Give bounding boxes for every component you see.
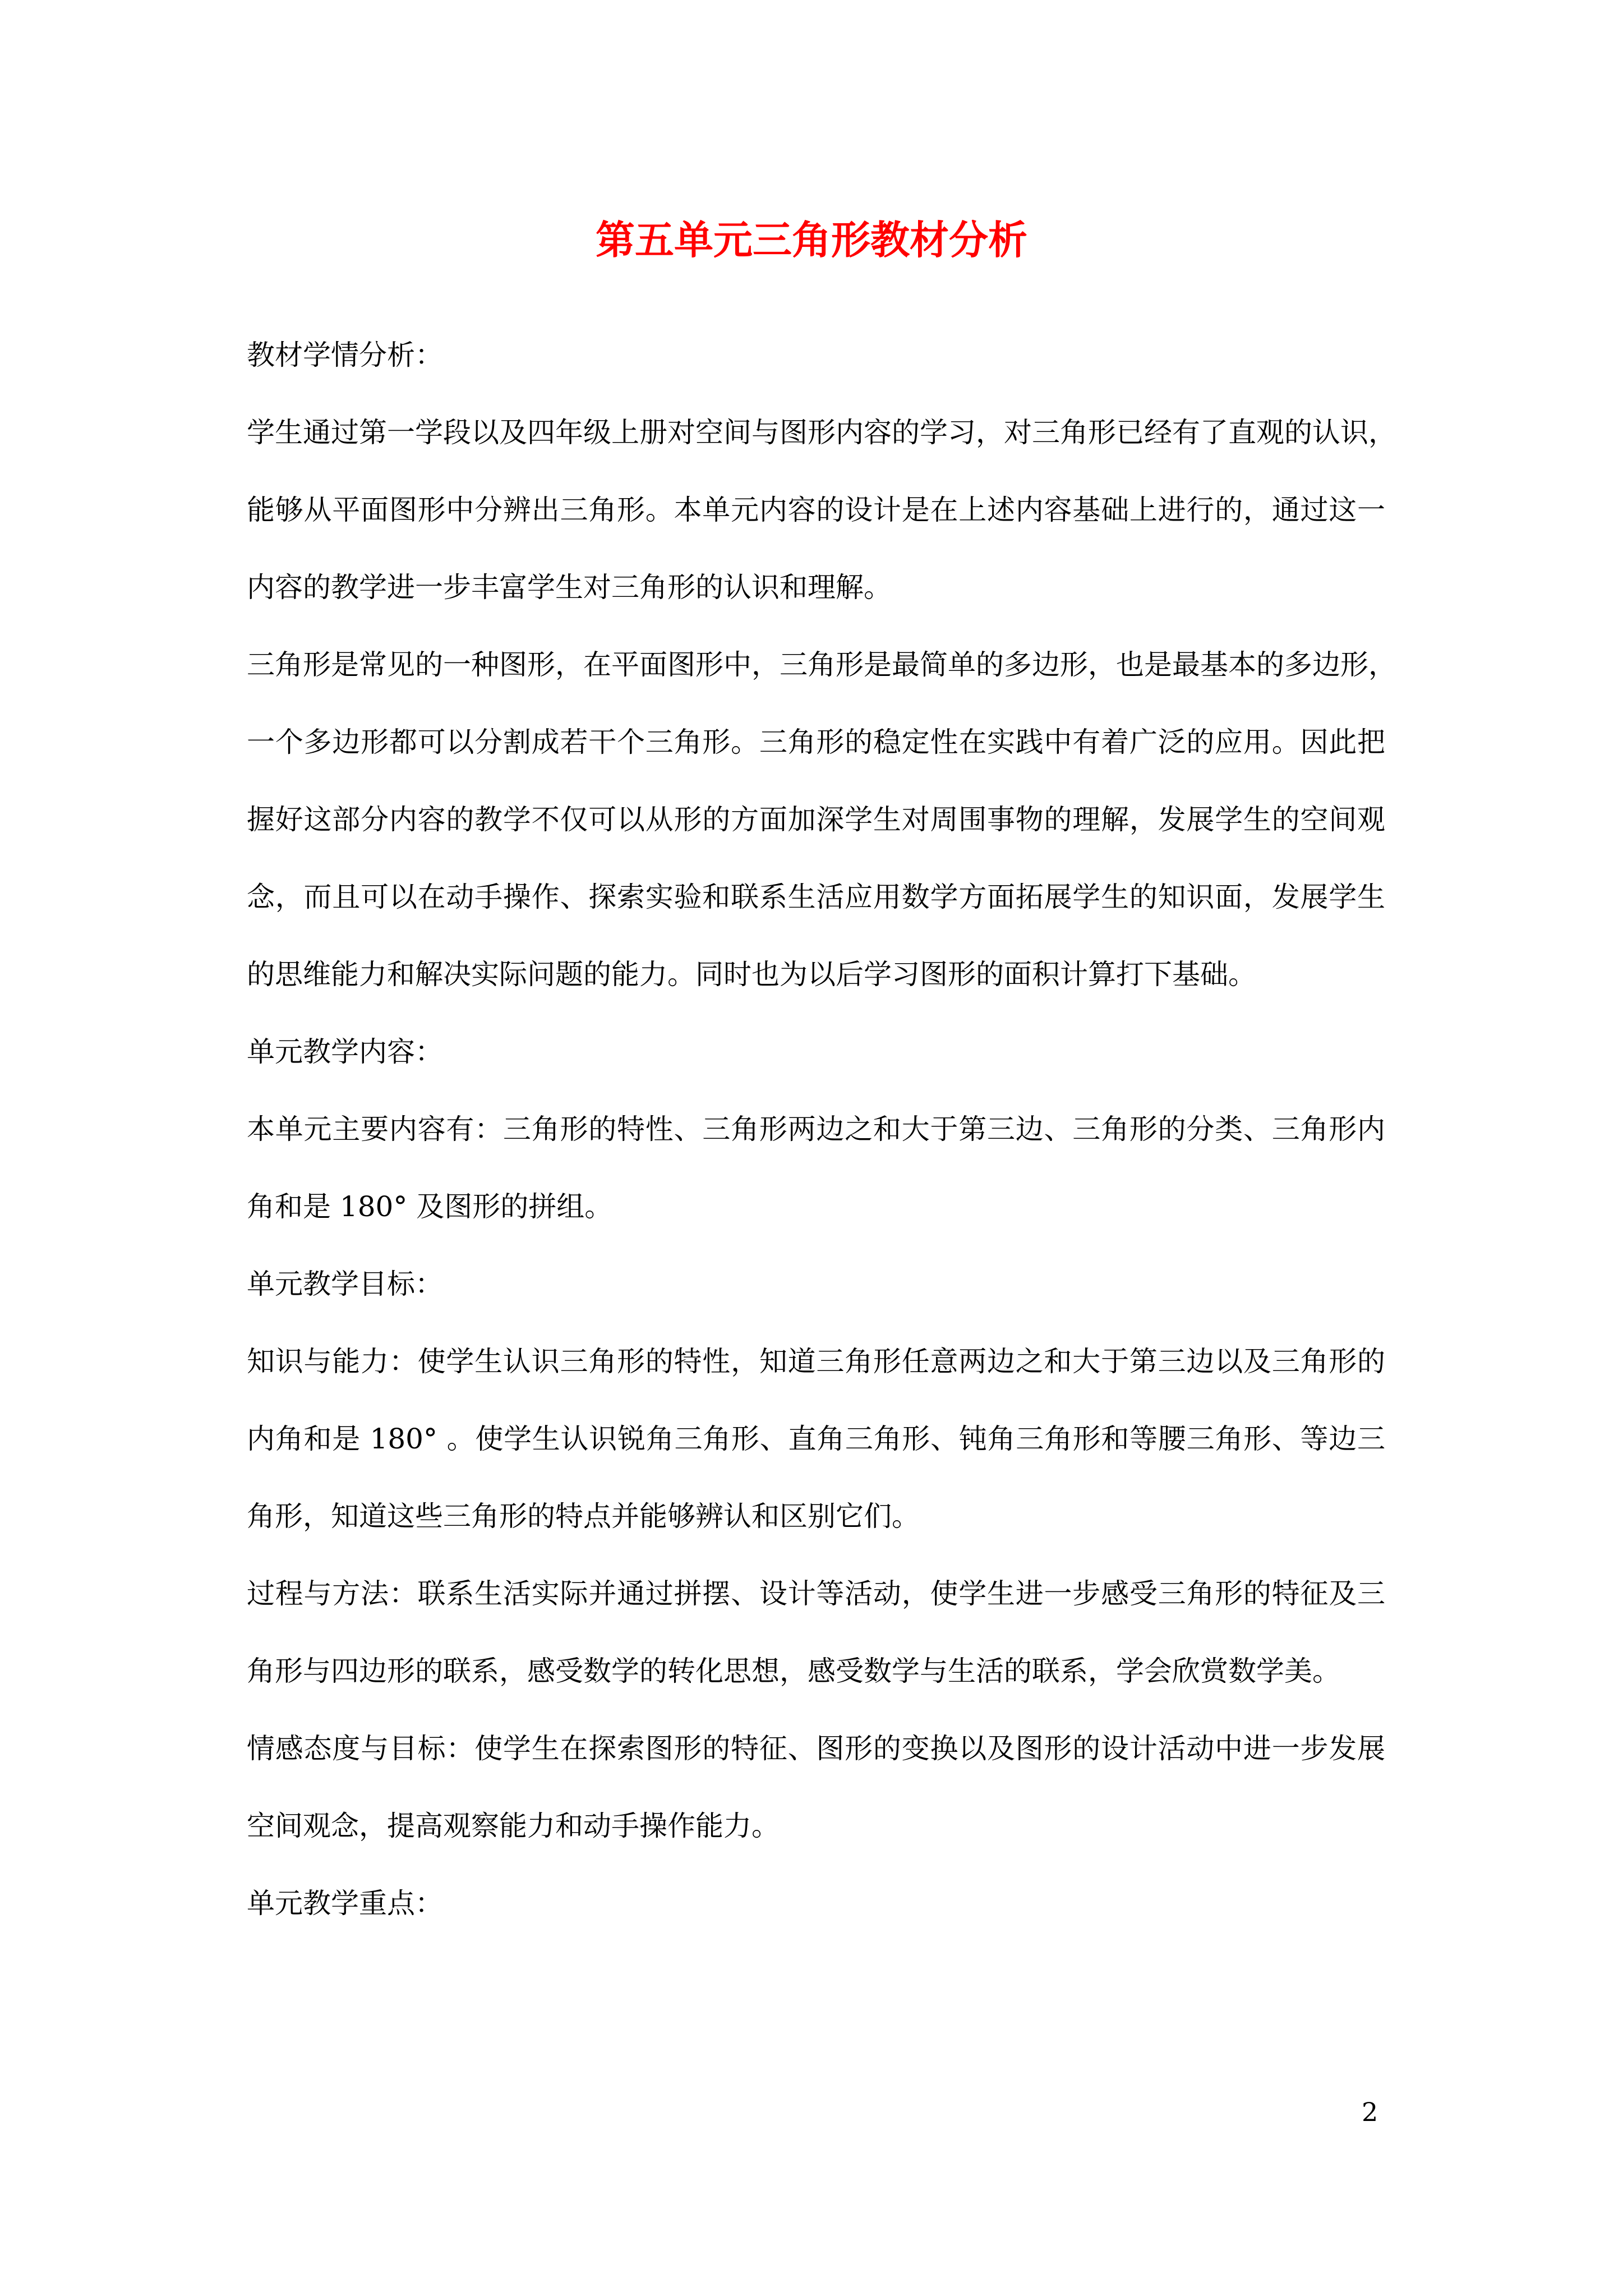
heading-unit-content: 单元教学内容： <box>247 1036 443 1068</box>
text-line: 角和是 180° 及图形的拼组。 <box>247 1190 613 1223</box>
heading-unit-key-points: 单元教学重点： <box>247 1887 443 1920</box>
page-title: 第五单元三角形教材分析 <box>596 217 1027 263</box>
heading-learning-analysis: 教材学情分析： <box>247 339 443 371</box>
document-body <box>247 335 1396 1961</box>
text-line: 角形，知道这些三角形的特点并能够辨认和区别它们。 <box>247 1500 920 1533</box>
text-line: 能够从平面图形中分辨出三角形。本单元内容的设计是在上述内容基础上进行的，通过这一 <box>247 494 1385 526</box>
heading-unit-goals: 单元教学目标： <box>247 1268 443 1300</box>
text-line: 念，而且可以在动手操作、探索实验和联系生活应用数学方面拓展学生的知识面，发展学生 <box>247 881 1385 913</box>
text-line: 三角形是常见的一种图形，在平面图形中，三角形是最简单的多边形，也是最基本的多边形， <box>247 648 1396 681</box>
text-line: 知识与能力：使学生认识三角形的特性，知道三角形任意两边之和大于第三边以及三角形的 <box>247 1345 1385 1378</box>
text-line: 的思维能力和解决实际问题的能力。同时也为以后学习图形的面积计算打下基础。 <box>247 958 1256 991</box>
page-number: 2 <box>1362 2097 1378 2127</box>
text-line: 情感态度与目标：使学生在探索图形的特征、图形的变换以及图形的设计活动中进一步发展 <box>247 1732 1385 1765</box>
text-line: 本单元主要内容有：三角形的特性、三角形两边之和大于第三边、三角形的分类、三角形内 <box>247 1113 1385 1145</box>
text-line: 过程与方法：联系生活实际并通过拼摆、设计等活动，使学生进一步感受三角形的特征及三 <box>247 1577 1385 1610</box>
text-line: 内容的教学进一步丰富学生对三角形的认识和理解。 <box>247 571 892 604</box>
text-line: 握好这部分内容的教学不仅可以从形的方面加深学生对周围事物的理解，发展学生的空间观 <box>247 803 1385 836</box>
text-line: 一个多边形都可以分割成若干个三角形。三角形的稳定性在实践中有着广泛的应用。因此把 <box>247 726 1385 758</box>
text-line: 角形与四边形的联系，感受数学的转化思想，感受数学与生活的联系，学会欣赏数学美。 <box>247 1655 1340 1687</box>
text-line: 学生通过第一学段以及四年级上册对空间与图形内容的学习，对三角形已经有了直观的认识， <box>247 416 1396 449</box>
document-text <box>247 335 1396 1923</box>
text-line: 内角和是 180° 。使学生认识锐角三角形、直角三角形、钝角三角形和等腰三角形、等边三 <box>247 1423 1385 1455</box>
text-line: 空间观念，提高观察能力和动手操作能力。 <box>247 1810 780 1842</box>
